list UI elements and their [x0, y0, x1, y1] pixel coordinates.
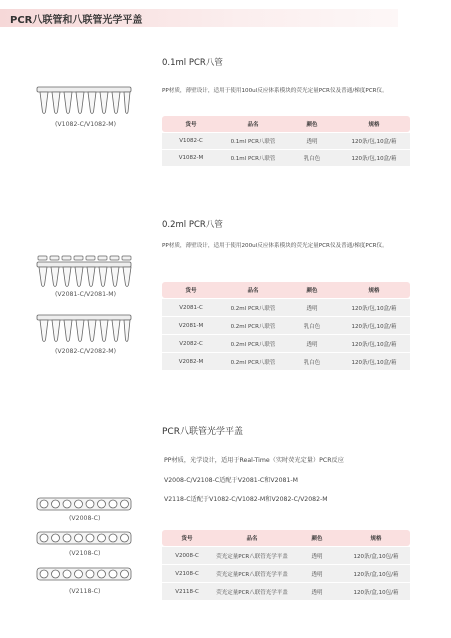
optical-flat-cap-strip-icon [36, 497, 132, 511]
table-cell: 荧光定量PCR八联管光学平盖 [212, 546, 292, 564]
column-header: 规格 [338, 282, 410, 298]
optical-flat-cap-strip-icon [36, 567, 132, 581]
page-title: PCR八联管和八联管光学平盖 [10, 15, 143, 26]
column-header: 规格 [342, 530, 410, 546]
table-cell: 0.2ml PCR八联管 [220, 316, 286, 334]
table-cell: 0.2ml PCR八联管 [220, 334, 286, 352]
table-row [162, 546, 410, 564]
table-row [162, 352, 410, 370]
column-header: 货号 [162, 116, 220, 132]
table-header-row [162, 530, 410, 546]
table-row [162, 132, 410, 149]
table-cell: 荧光定量PCR八联管光学平盖 [212, 582, 292, 600]
column-header: 规格 [338, 116, 410, 132]
table-cell: 透明 [286, 298, 338, 316]
image-caption: (V2118-C) [69, 588, 101, 595]
column-header: 货号 [162, 530, 212, 546]
table-cell: 120条/盒,10包/箱 [342, 582, 410, 600]
column-header: 颜色 [286, 282, 338, 298]
image-caption: (V2008-C) [69, 515, 101, 522]
table-cell: V2108-C [162, 564, 212, 582]
table-header-row [162, 116, 410, 132]
table-cell: 乳白色 [286, 149, 338, 166]
table-row [162, 334, 410, 352]
table-cell: V1082-C [162, 132, 220, 149]
table-row [162, 582, 410, 600]
table-cell: V2082-M [162, 352, 220, 370]
table-row [162, 316, 410, 334]
column-header: 颜色 [286, 116, 338, 132]
image-caption: (V2108-C) [69, 550, 101, 557]
table-cell: 120条/包,10盒/箱 [338, 316, 410, 334]
section-title-optical-caps: PCR八联管光学平盖 [162, 427, 243, 437]
product-table-0-2ml [162, 282, 410, 370]
section-description-0-2ml: PP材质，薄壁设计，适用于使用200ul反应体系模块的荧光定量PCR仪及普通/梯度PCR仪。 [162, 243, 388, 249]
column-header: 颜色 [292, 530, 342, 546]
table-header-row [162, 282, 410, 298]
column-header: 品名 [212, 530, 292, 546]
table-cell: 0.2ml PCR八联管 [220, 352, 286, 370]
table-cell: 透明 [286, 334, 338, 352]
table-cell: 透明 [286, 132, 338, 149]
table-cell: V2082-C [162, 334, 220, 352]
table-cell: 120条/包,10盒/箱 [338, 352, 410, 370]
table-cell: V2008-C [162, 546, 212, 564]
section-title-0-1ml: 0.1ml PCR八管 [162, 58, 223, 68]
table-row [162, 298, 410, 316]
table-cell: V2081-M [162, 316, 220, 334]
column-header: 品名 [220, 116, 286, 132]
image-caption: (V2082-C/V2082-M) [55, 348, 116, 355]
table-cell: 120条/包,10盒/箱 [338, 298, 410, 316]
pcr-8-strip-tubes-icon [36, 86, 132, 116]
table-cell: 120条/盒,10包/箱 [342, 564, 410, 582]
table-cell: 120条/盒,10包/箱 [342, 546, 410, 564]
table-cell: 0.2ml PCR八联管 [220, 298, 286, 316]
table-cell: 透明 [292, 582, 342, 600]
table-row [162, 564, 410, 582]
section-title-0-2ml: 0.2ml PCR八管 [162, 220, 223, 230]
optical-flat-cap-strip-icon [36, 531, 132, 545]
image-caption: (V2081-C/V2081-M) [55, 291, 116, 298]
table-cell: 透明 [292, 546, 342, 564]
table-cell: 荧光定量PCR八联管光学平盖 [212, 564, 292, 582]
column-header: 货号 [162, 282, 220, 298]
table-cell: 120条/包,10盒/箱 [338, 334, 410, 352]
table-cell: 0.1ml PCR八联管 [220, 132, 286, 149]
table-cell: 120条/包,10盒/箱 [338, 132, 410, 149]
table-cell: 120条/包,10盒/箱 [338, 149, 410, 166]
image-caption: (V1082-C/V1082-M) [55, 121, 116, 128]
pcr-8-strip-tubes-with-caps-icon [36, 255, 132, 289]
table-cell: 0.1ml PCR八联管 [220, 149, 286, 166]
table-row [162, 149, 410, 166]
section-description-line: V2008-C/V2108-C适配于V2081-C和V2081-M [164, 477, 298, 484]
product-table-optical-caps [162, 530, 410, 600]
section-description-line: V2118-C适配于V1082-C/V1082-M和V2082-C/V2082-M [164, 496, 328, 503]
table-cell: 透明 [292, 564, 342, 582]
table-cell: 乳白色 [286, 316, 338, 334]
product-table-0-1ml [162, 116, 410, 166]
pcr-8-strip-tubes-icon [36, 314, 132, 344]
table-cell: V1082-M [162, 149, 220, 166]
column-header: 品名 [220, 282, 286, 298]
section-description-line: PP材质，光学设计，适用于Real-Time（实时荧光定量）PCR反应 [164, 457, 344, 464]
section-description-0-1ml: PP材质，薄壁设计，适用于使用100ul反应体系模块的荧光定量PCR仪及普通/梯度PCR仪。 [162, 88, 388, 94]
table-cell: V2118-C [162, 582, 212, 600]
table-cell: V2081-C [162, 298, 220, 316]
table-cell: 乳白色 [286, 352, 338, 370]
